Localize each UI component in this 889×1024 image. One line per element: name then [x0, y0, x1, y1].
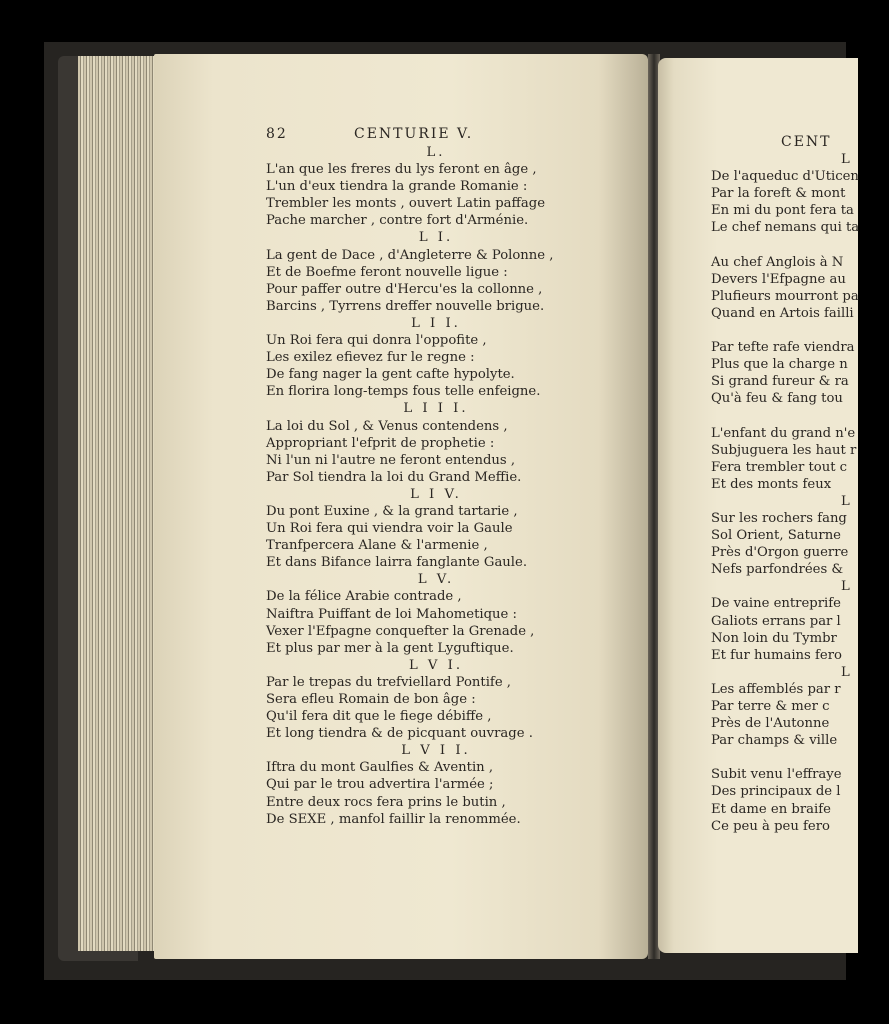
verse-line: Le chef nemans qui ta [711, 220, 860, 236]
verse-line: Devers l'Efpagne au [711, 271, 846, 287]
quatrain-numeral: L [841, 664, 850, 680]
verse-line: Quand en Artois failli [711, 305, 854, 321]
verse-line: Par tefte rafe viendra [711, 340, 855, 356]
verse-line: Trembler les monts , ouvert Latin paffage [266, 196, 546, 212]
book-photograph [44, 42, 860, 980]
verse-line: Plus que la charge n [711, 357, 848, 373]
quatrain-numeral: L I I I. [403, 401, 469, 417]
verse-line: Barcins , Tyrrens dreffer nouvelle brigue. [266, 298, 545, 314]
verse-line: Par Sol tiendra la loi du Grand Meffie. [266, 469, 522, 485]
right-running-head: CENT [781, 134, 832, 150]
quatrain-numeral: L. [426, 145, 446, 160]
verse-line: Pour paffer outre d'Hercu'es la collonne , [266, 281, 543, 297]
verse-line: La gent de Dace , d'Angleterre & Polonne , [266, 247, 554, 263]
verse-line: Les affemblés par r [711, 681, 841, 697]
verse-line: Près de l'Autonne [711, 716, 830, 732]
verse-line: De l'aqueduc d'Uticen [711, 169, 859, 185]
verse-line: Qui par le trou advertira l'armée ; [266, 777, 494, 793]
verse-line: Qu'il fera dit que le fiege débiffe , [266, 709, 492, 725]
verse-line: Pache marcher , contre fort d'Arménie. [266, 213, 529, 229]
quatrain-numeral: L V I I. [401, 743, 471, 759]
running-head: CENTURIE V. [354, 126, 474, 142]
verse-line: Ni l'un ni l'autre ne feront entendus , [266, 452, 516, 468]
verse-line: L'an que les freres du lys feront en âge , [266, 162, 537, 178]
verse-line: Subjuguera les haut r [711, 442, 857, 458]
quatrain-numeral: L I. [418, 230, 454, 246]
quatrain-numeral [841, 236, 871, 253]
verse-line: Vexer l'Efpagne conquefter la Grenade , [266, 623, 535, 639]
quatrains [266, 144, 646, 828]
verse-line: Un Roi fera qui viendra voir la Gaule [266, 521, 513, 537]
verse-line: Ce peu à peu fero [711, 818, 830, 834]
verse-line: Et de Boefme feront nouvelle ligue : [266, 264, 508, 280]
verse-line: Entre deux rocs fera prins le butin , [266, 794, 506, 810]
verse-line: Un Roi fera qui donra l'oppofite , [266, 333, 487, 349]
left-page-text [266, 124, 646, 828]
verse-line: Et dame en braife [711, 801, 831, 817]
verse-line: De la félice Arabie contrade , [266, 589, 462, 605]
verse-line: Et plus par mer à la gent Lyguftique. [266, 640, 514, 656]
verse-line: Près d'Orgon guerre [711, 545, 849, 561]
verse-line: Par le trepas du trefviellard Pontife , [266, 674, 512, 690]
verse-line: Sol Orient, Saturne [711, 528, 841, 544]
verse-line: Les exilez efievez fur le regne : [266, 350, 475, 366]
verse-line: Nefs parfondrées & [711, 562, 844, 578]
verse-line: Non loin du Tymbr [711, 630, 837, 646]
right-page-text [711, 134, 871, 835]
verse-line: Au chef Anglois à N [711, 254, 844, 270]
verse-line: Par champs & ville [711, 733, 838, 749]
verse-line: Naiftra Puiffant de loi Mahometique : [266, 606, 517, 622]
quatrain-numeral: L [841, 579, 850, 595]
verse-line: Et fur humains fero [711, 647, 842, 663]
left-page [154, 54, 648, 959]
verse-line: L'enfant du grand n'e [711, 425, 856, 441]
quatrain-numeral: L I I. [411, 315, 461, 331]
verse-line: Et dans Bifance lairra fanglante Gaule. [266, 555, 528, 571]
quatrain-numeral: L [841, 152, 850, 167]
verse-line: Subit venu l'effraye [711, 767, 842, 783]
verse-line: Si grand fureur & ra [711, 374, 849, 390]
verse-line: Qu'à feu & fang tou [711, 391, 843, 407]
verse-line: De vaine entreprife [711, 596, 841, 612]
verse-line: Des principaux de l [711, 784, 841, 800]
verse-line: Et des monts feux [711, 476, 832, 492]
verse-line: Par terre & mer c [711, 699, 830, 714]
verse-line: Appropriant l'efprit de prophetie : [266, 435, 495, 451]
verse-line: Du pont Euxine , & la grand tartarie , [266, 503, 518, 519]
verse-line: La loi du Sol , & Venus contendens , [266, 418, 508, 434]
quatrain-numeral [841, 749, 871, 766]
page-header [266, 124, 646, 144]
verse-line: En mi du pont fera ta [711, 203, 854, 219]
verse-line: Tranfpercera Alane & l'armenie , [266, 538, 488, 554]
verse-line: Sera efleu Romain de bon âge : [266, 692, 476, 707]
quatrain-numeral [841, 322, 871, 339]
right-quatrains [711, 151, 871, 835]
right-page [658, 58, 858, 953]
verse-line: Fera trembler tout c [711, 459, 848, 475]
verse-line: Iftra du mont Gaulfies & Aventin , [266, 760, 494, 776]
verse-line: Galiots errans par l [711, 613, 841, 629]
page-number: 82 [266, 126, 288, 142]
quatrain-numeral [841, 407, 871, 424]
quatrain-numeral: L [841, 493, 850, 509]
quatrain-numeral: L I V. [410, 486, 462, 502]
verse-line: De SEXE , manfol faillir la renommée. [266, 811, 521, 827]
verse-line: Et long tiendra & de picquant ouvrage . [266, 726, 533, 742]
quatrain-numeral: L V. [417, 572, 455, 588]
quatrain-numeral: L V I. [408, 657, 464, 673]
verse-line: L'un d'eux tiendra la grande Romanie : [266, 179, 528, 195]
verse-line: Plufieurs mourront pa [711, 288, 859, 304]
verse-line: En florira long-temps fous telle enfeigne. [266, 384, 541, 400]
verse-line: Sur les rochers fang [711, 510, 847, 526]
verse-line: Par la foreft & mont [711, 186, 846, 202]
verse-line: De fang nager la gent cafte hypolyte. [266, 367, 515, 383]
